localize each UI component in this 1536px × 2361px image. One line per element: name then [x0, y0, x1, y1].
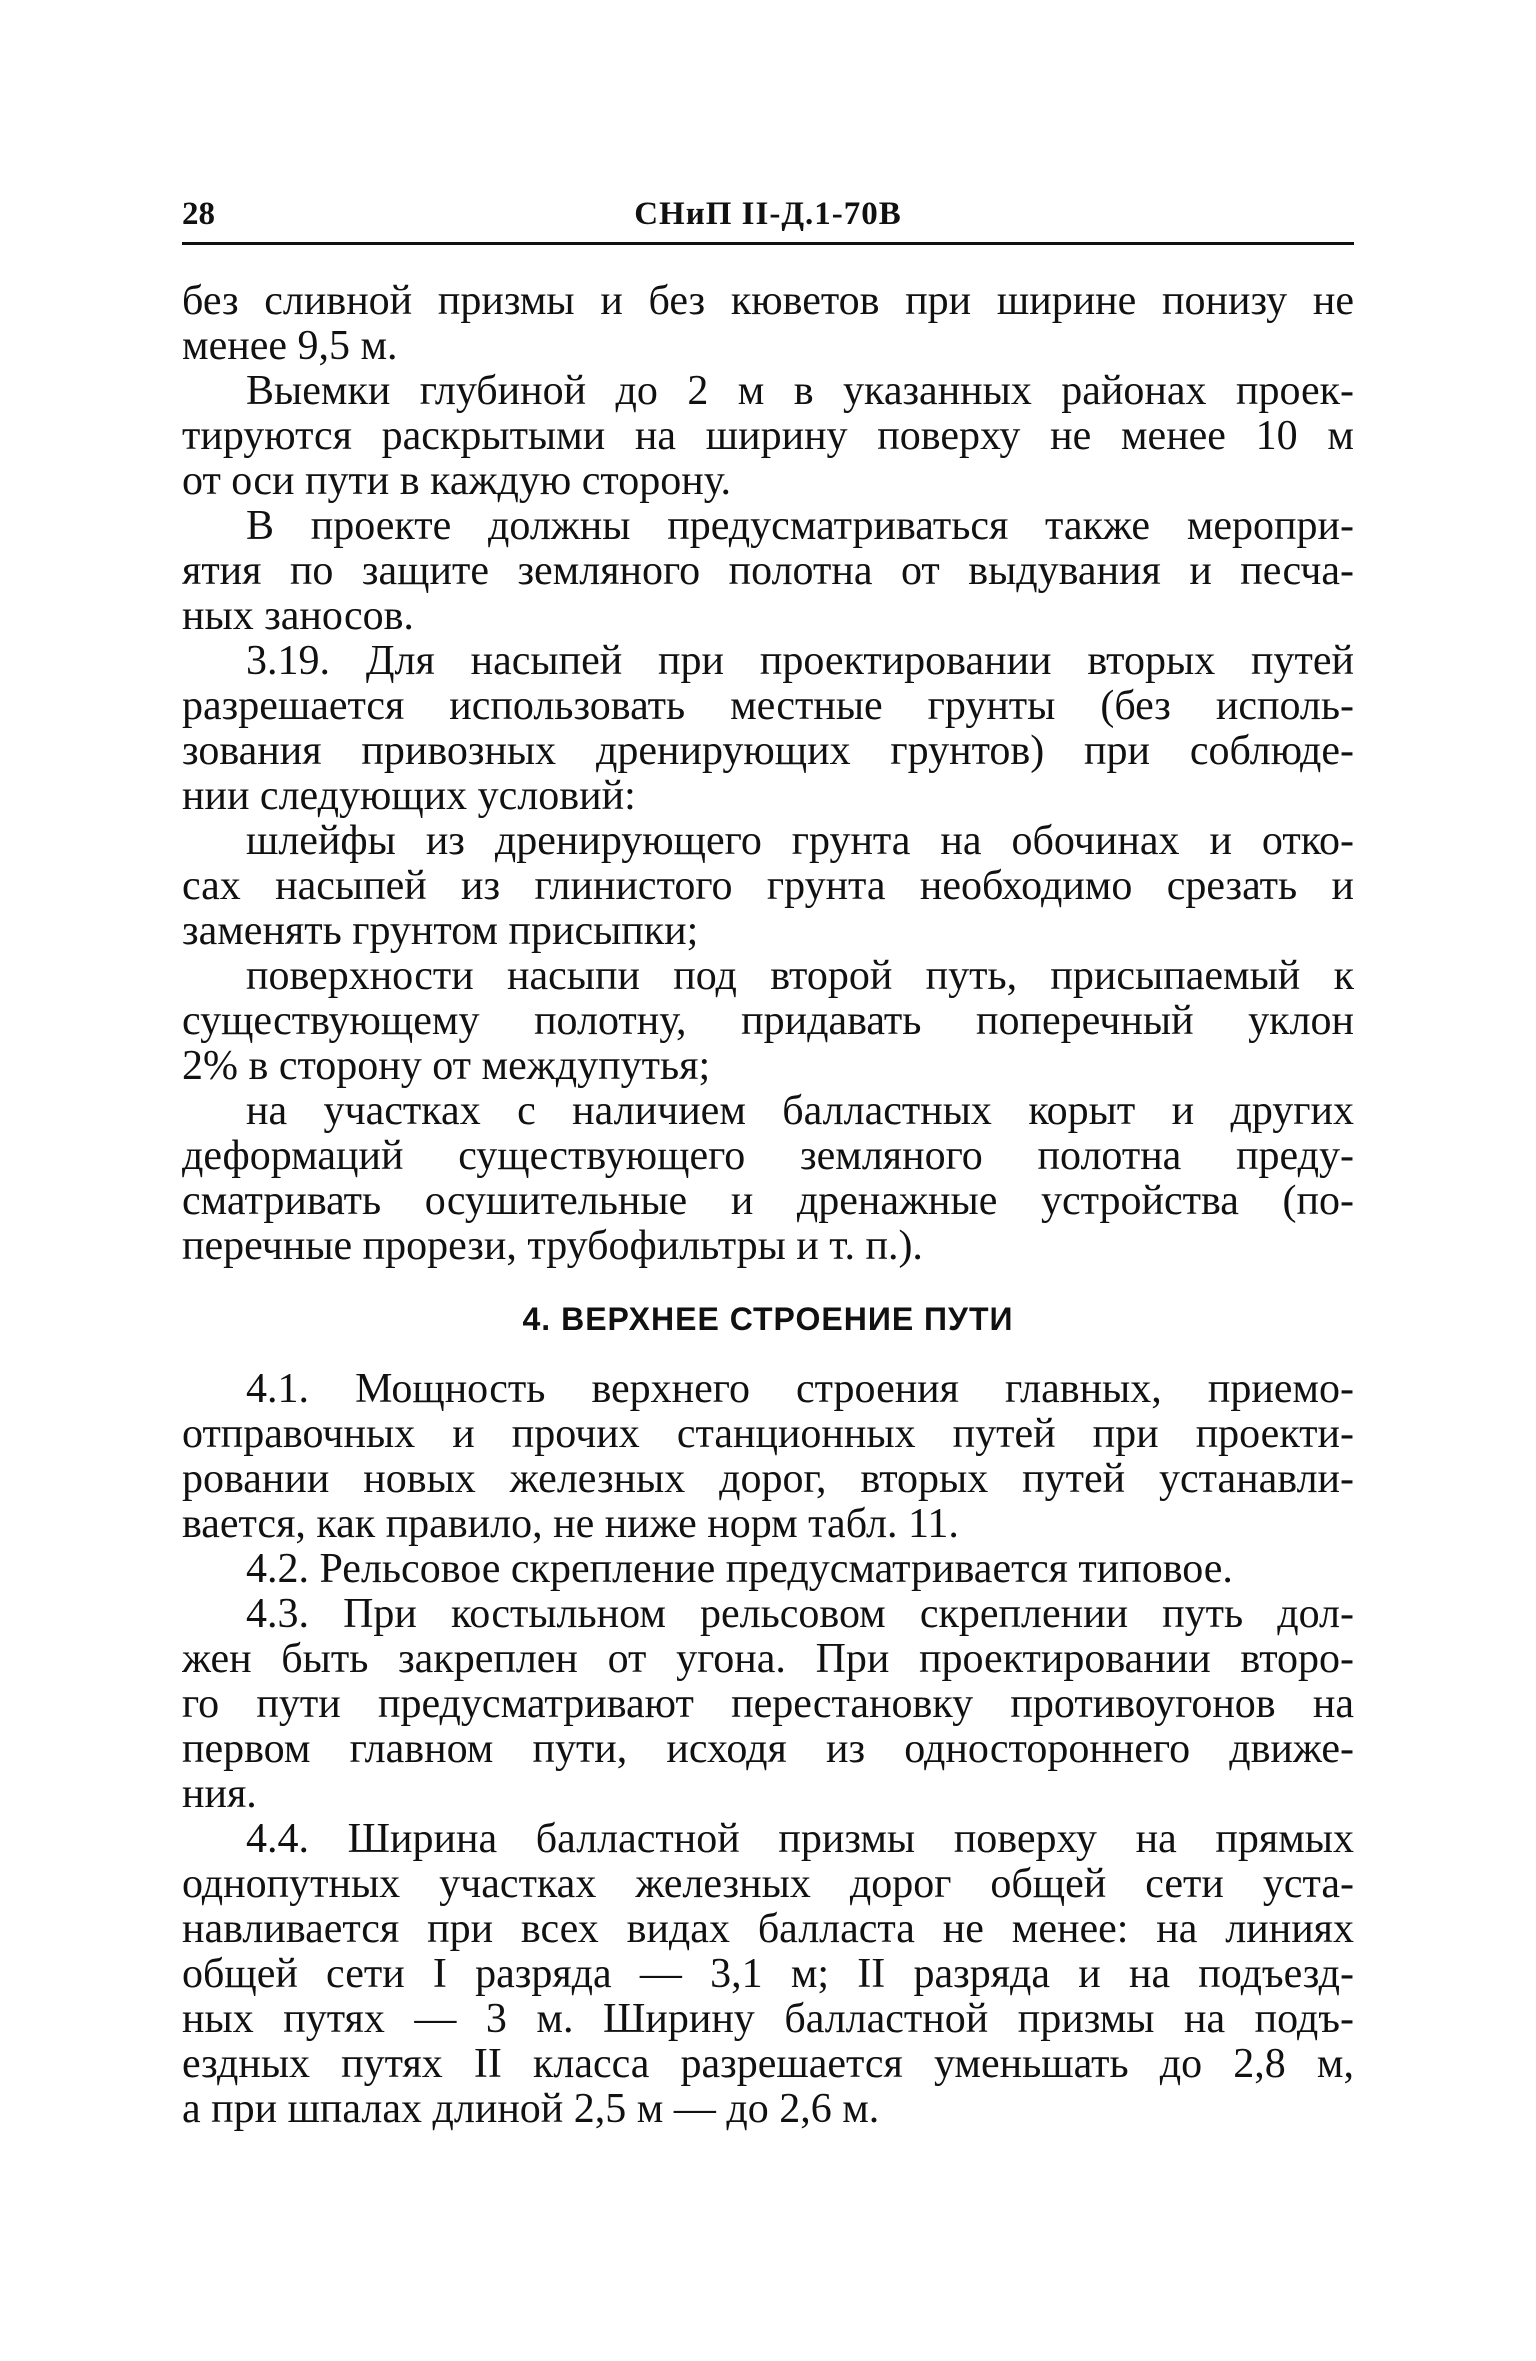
- text-line: сах насыпей из глинистого грунта необходимо срезать и: [182, 864, 1354, 909]
- text-line: ятия по защите земляного полотна от выдувания и песча-: [182, 549, 1354, 594]
- text-line: Выемки глубиной до 2 м в указанных районах проек-: [246, 369, 1354, 414]
- text-line: поверхности насыпи под второй путь, присыпаемый к: [246, 954, 1354, 999]
- text-line: от оси пути в каждую сторону.: [182, 459, 731, 504]
- text-line: зования привозных дренирующих грунтов) при соблюде-: [182, 729, 1354, 774]
- text-line: на участках с наличием балластных корыт и других: [246, 1089, 1354, 1134]
- paragraph-cuttings-width: [182, 279, 1354, 369]
- document-code: СНиП II-Д.1-70В: [634, 196, 902, 232]
- text-line: разрешается использовать местные грунты (без исполь-: [182, 684, 1354, 729]
- body-text: [182, 279, 1354, 2132]
- text-line: ных путях — 3 м. Ширину балластной призмы на подъ-: [182, 1997, 1354, 2042]
- text-line: существующему полотну, придавать поперечный уклон: [182, 999, 1354, 1044]
- section-heading: 4. ВЕРХНЕЕ СТРОЕНИЕ ПУТИ: [522, 1301, 1014, 1337]
- text-line: перечные прорези, трубофильтры и т. п.).: [182, 1224, 923, 1269]
- document-page: [182, 190, 1354, 2132]
- clause-4-4: [182, 1817, 1354, 2132]
- text-line: менее 9,5 м.: [182, 324, 398, 369]
- text-line: навливается при всех видах балласта не менее: на линиях: [182, 1907, 1354, 1952]
- paragraph-cuttings-depth: [182, 369, 1354, 504]
- text-line: тируются раскрытыми на ширину поверху не менее 10 м: [182, 414, 1354, 459]
- text-line: 2% в сторону от междупутья;: [182, 1044, 711, 1089]
- text-line: ния.: [182, 1772, 257, 1817]
- text-line: нии следующих условий:: [182, 774, 636, 819]
- text-line: однопутных участках железных дорог общей сети уста-: [182, 1862, 1354, 1907]
- text-line: 4.4. Ширина балластной призмы поверху на прямых: [246, 1817, 1354, 1862]
- text-line: жен быть закреплен от угона. При проектировании второ-: [182, 1637, 1354, 1682]
- text-line: шлейфы из дренирующего грунта на обочинах и отко-: [246, 819, 1354, 864]
- text-line: без сливной призмы и без кюветов при ширине понизу не: [182, 279, 1354, 324]
- text-line: вается, как правило, не ниже норм табл. 11.: [182, 1502, 959, 1547]
- clause-4-3: [182, 1592, 1354, 1817]
- text-line: заменять грунтом присыпки;: [182, 909, 699, 954]
- text-line: ных заносов.: [182, 594, 414, 639]
- text-line: деформаций существующего земляного полотна преду-: [182, 1134, 1354, 1179]
- text-line: отправочных и прочих станционных путей при проекти-: [182, 1412, 1354, 1457]
- text-line: ровании новых железных дорог, вторых путей устанавли-: [182, 1457, 1354, 1502]
- clause-3-19: [182, 639, 1354, 819]
- running-head: [182, 190, 1354, 245]
- text-line: В проекте должны предусматриваться также меропри-: [246, 504, 1354, 549]
- text-line: 4.2. Рельсовое скрепление предусматривается типовое.: [246, 1547, 1233, 1592]
- text-line: сматривать осушительные и дренажные устройства (по-: [182, 1179, 1354, 1224]
- text-line: 4.1. Мощность верхнего строения главных, приемо-: [246, 1367, 1354, 1412]
- paragraph-sand-protection: [182, 504, 1354, 639]
- text-line: 4.3. При костыльном рельсовом скреплении путь дол-: [246, 1592, 1354, 1637]
- text-line: а при шпалах длиной 2,5 м — до 2,6 м.: [182, 2087, 880, 2132]
- clause-4-2: [182, 1547, 1354, 1592]
- condition-item-3: [182, 1089, 1354, 1269]
- page-number: 28: [182, 196, 215, 232]
- clause-4-1: [182, 1367, 1354, 1547]
- condition-item-1: [182, 819, 1354, 954]
- text-line: 3.19. Для насыпей при проектировании вторых путей: [246, 639, 1354, 684]
- text-line: первом главном пути, исходя из одностороннего движе-: [182, 1727, 1354, 1772]
- condition-item-2: [182, 954, 1354, 1089]
- text-line: общей сети I разряда — 3,1 м; II разряда и на подъезд-: [182, 1952, 1354, 1997]
- text-line: ездных путях II класса разрешается уменьшать до 2,8 м,: [182, 2042, 1354, 2087]
- text-line: го пути предусматривают перестановку противоугонов на: [182, 1682, 1354, 1727]
